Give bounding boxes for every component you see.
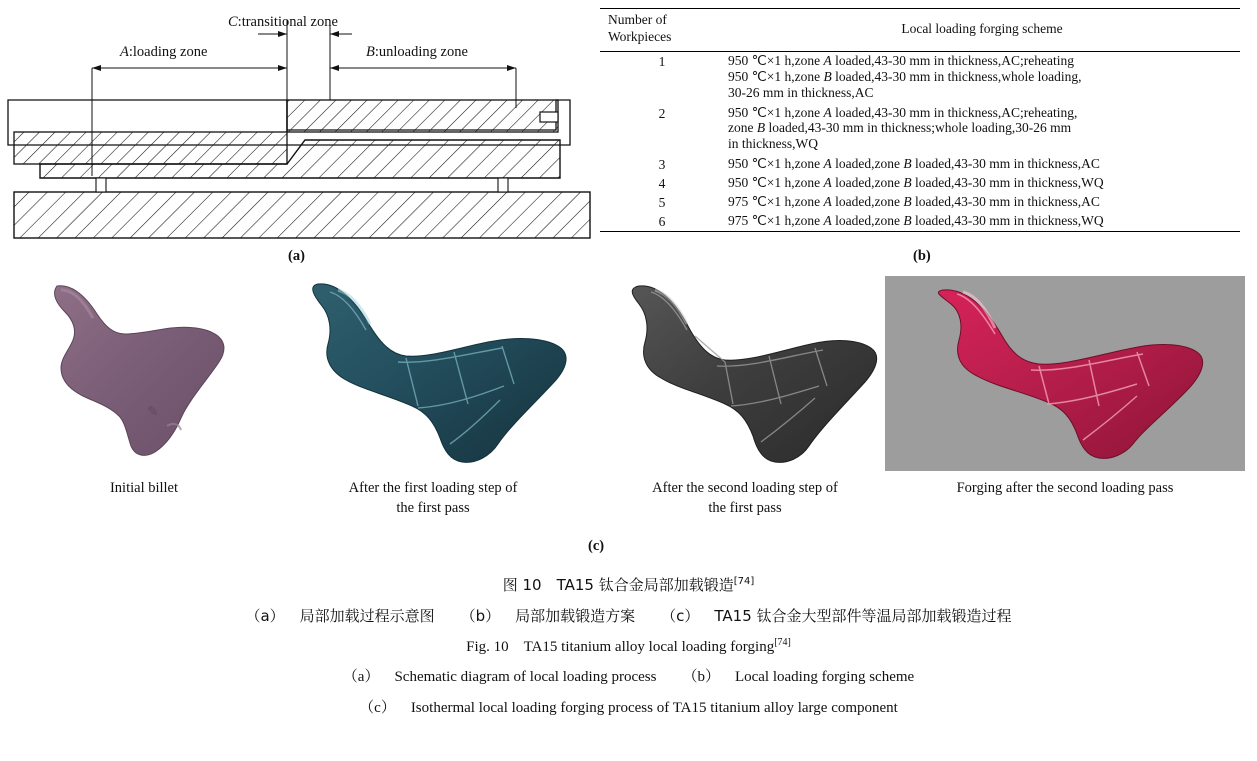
table-row (600, 174, 1240, 193)
panel-a-schematic (0, 0, 600, 265)
caption-cn-sub-c: （c） TA15 钛合金大型部件等温局部加载锻造过程 (661, 606, 1012, 625)
table-row (600, 212, 1240, 231)
scheme-line: 30-26 mm in thickness,AC (728, 84, 874, 100)
cell-scheme-description: 950 ℃×1 h,zone A loaded,zone B loaded,43-30 mm in thickness,AC (728, 156, 1100, 172)
cell-scheme-description: 975 ℃×1 h,zone A loaded,zone B loaded,43-30 mm in thickness,AC (728, 194, 1100, 210)
cell-scheme-description: 975 ℃×1 h,zone A loaded,zone B loaded,43-30 mm in thickness,WQ (728, 213, 1104, 229)
caption-cn-sub-a: （a） 局部加载过程示意图 (245, 606, 435, 625)
panel-tag-c: (c) (588, 538, 605, 554)
caption-en-subcaptions-ab (0, 662, 1257, 693)
scheme-line: in thickness,WQ (728, 136, 818, 152)
panel-tag-a: (a) (288, 248, 305, 264)
photo-caption-line2: the first pass (708, 499, 782, 516)
cell-workpiece-number: 5 (658, 195, 666, 211)
table-row (600, 155, 1240, 174)
scheme-line: zone B loaded,43-30 mm in thickness;whole loading,30-26 mm (728, 120, 1072, 136)
forging-second-step-image (605, 276, 885, 471)
svg-text:✎: ✎ (147, 405, 159, 420)
forging-second-pass-image (885, 276, 1245, 471)
caption-en-title (0, 632, 1257, 663)
header-number-of-workpieces (600, 9, 724, 52)
caption-en-sub-a: （a） Schematic diagram of local loading process (342, 669, 657, 686)
billet-image (39, 276, 249, 471)
figure-caption-block (0, 570, 1257, 724)
photo-after-second-loading-step (605, 276, 885, 471)
cell-workpiece-number: 3 (658, 157, 666, 173)
photo-caption-line1: After the first loading step of (348, 480, 518, 496)
caption-cn-subcaptions (0, 601, 1257, 632)
table-row (600, 51, 1240, 103)
header-num-line2: Workpieces (608, 28, 672, 44)
label-loading-zone: A:loading zone (120, 44, 208, 60)
table-body (600, 51, 1240, 231)
cell-workpiece-number: 4 (658, 176, 666, 192)
forging-first-step-image (278, 276, 588, 471)
scheme-line: 950 ℃×1 h,zone A loaded,43-30 mm in thickness,AC;reheating, (728, 104, 1078, 120)
label-unloading-zone: B:unloading zone (366, 44, 468, 60)
header-num-line1: Number of (608, 12, 667, 27)
photo-forging-after-second-pass (885, 276, 1245, 471)
caption-en-sub-c: （c） Isothermal local loading forging process of TA15 titanium alloy large component (359, 700, 898, 716)
caption-cn-title (0, 570, 1257, 601)
photo-after-first-loading-step (278, 276, 588, 471)
label-transitional-zone: C:transitional zone (228, 14, 338, 30)
cell-scheme-description (724, 104, 1240, 156)
cell-scheme-description (724, 51, 1240, 103)
photo-caption-line2: the first pass (396, 499, 470, 516)
photo-cell-initial-billet (24, 276, 264, 499)
table-row (600, 104, 1240, 156)
caption-en-title-text: Fig. 10 TA15 titanium alloy local loading forging (466, 638, 775, 655)
photo-caption-line1: After the second loading step of (652, 480, 838, 496)
photo-caption (600, 479, 890, 518)
photo-initial-billet (39, 276, 249, 471)
caption-cn-sub-b: （b） 局部加载锻造方案 (460, 606, 636, 625)
panel-tag-b: (b) (913, 248, 931, 264)
photo-cell-forging-after-second-pass (885, 276, 1245, 499)
scheme-line: 950 ℃×1 h,zone B loaded,43-30 mm in thickness,whole loading, (728, 68, 1082, 84)
photo-caption: Initial billet (109, 480, 179, 496)
caption-en-sub-b: （b） Local loading forging scheme (682, 669, 915, 686)
cell-workpiece-number: 6 (658, 214, 666, 230)
panel-b-table (600, 8, 1248, 232)
header-local-loading-forging-scheme: Local loading forging scheme (901, 20, 1063, 36)
schematic-drawing (0, 0, 600, 265)
caption-cn-title-text: 图 10 TA15 钛合金局部加载锻造 (502, 576, 734, 594)
photo-cell-after-first-loading-step (268, 276, 598, 518)
cell-scheme-description: 950 ℃×1 h,zone A loaded,zone B loaded,43-30 mm in thickness,WQ (728, 175, 1104, 191)
cell-workpiece-number: 1 (658, 53, 666, 69)
caption-cn-title-ref: [74] (733, 576, 755, 587)
cell-workpiece-number: 2 (658, 105, 666, 121)
scheme-table (600, 8, 1240, 232)
table-row (600, 193, 1240, 212)
table-head (600, 9, 1240, 52)
caption-en-title-ref: [74] (774, 636, 791, 648)
table-header-row (600, 9, 1240, 52)
caption-en-subcaption-c (0, 693, 1257, 724)
scheme-line: 950 ℃×1 h,zone A loaded,43-30 mm in thickness,AC;reheating (728, 52, 1074, 68)
panel-c-photos (0, 276, 1257, 536)
photo-cell-after-second-loading-step (600, 276, 890, 518)
photo-caption (268, 479, 598, 518)
photo-caption: Forging after the second loading pass (956, 480, 1174, 496)
